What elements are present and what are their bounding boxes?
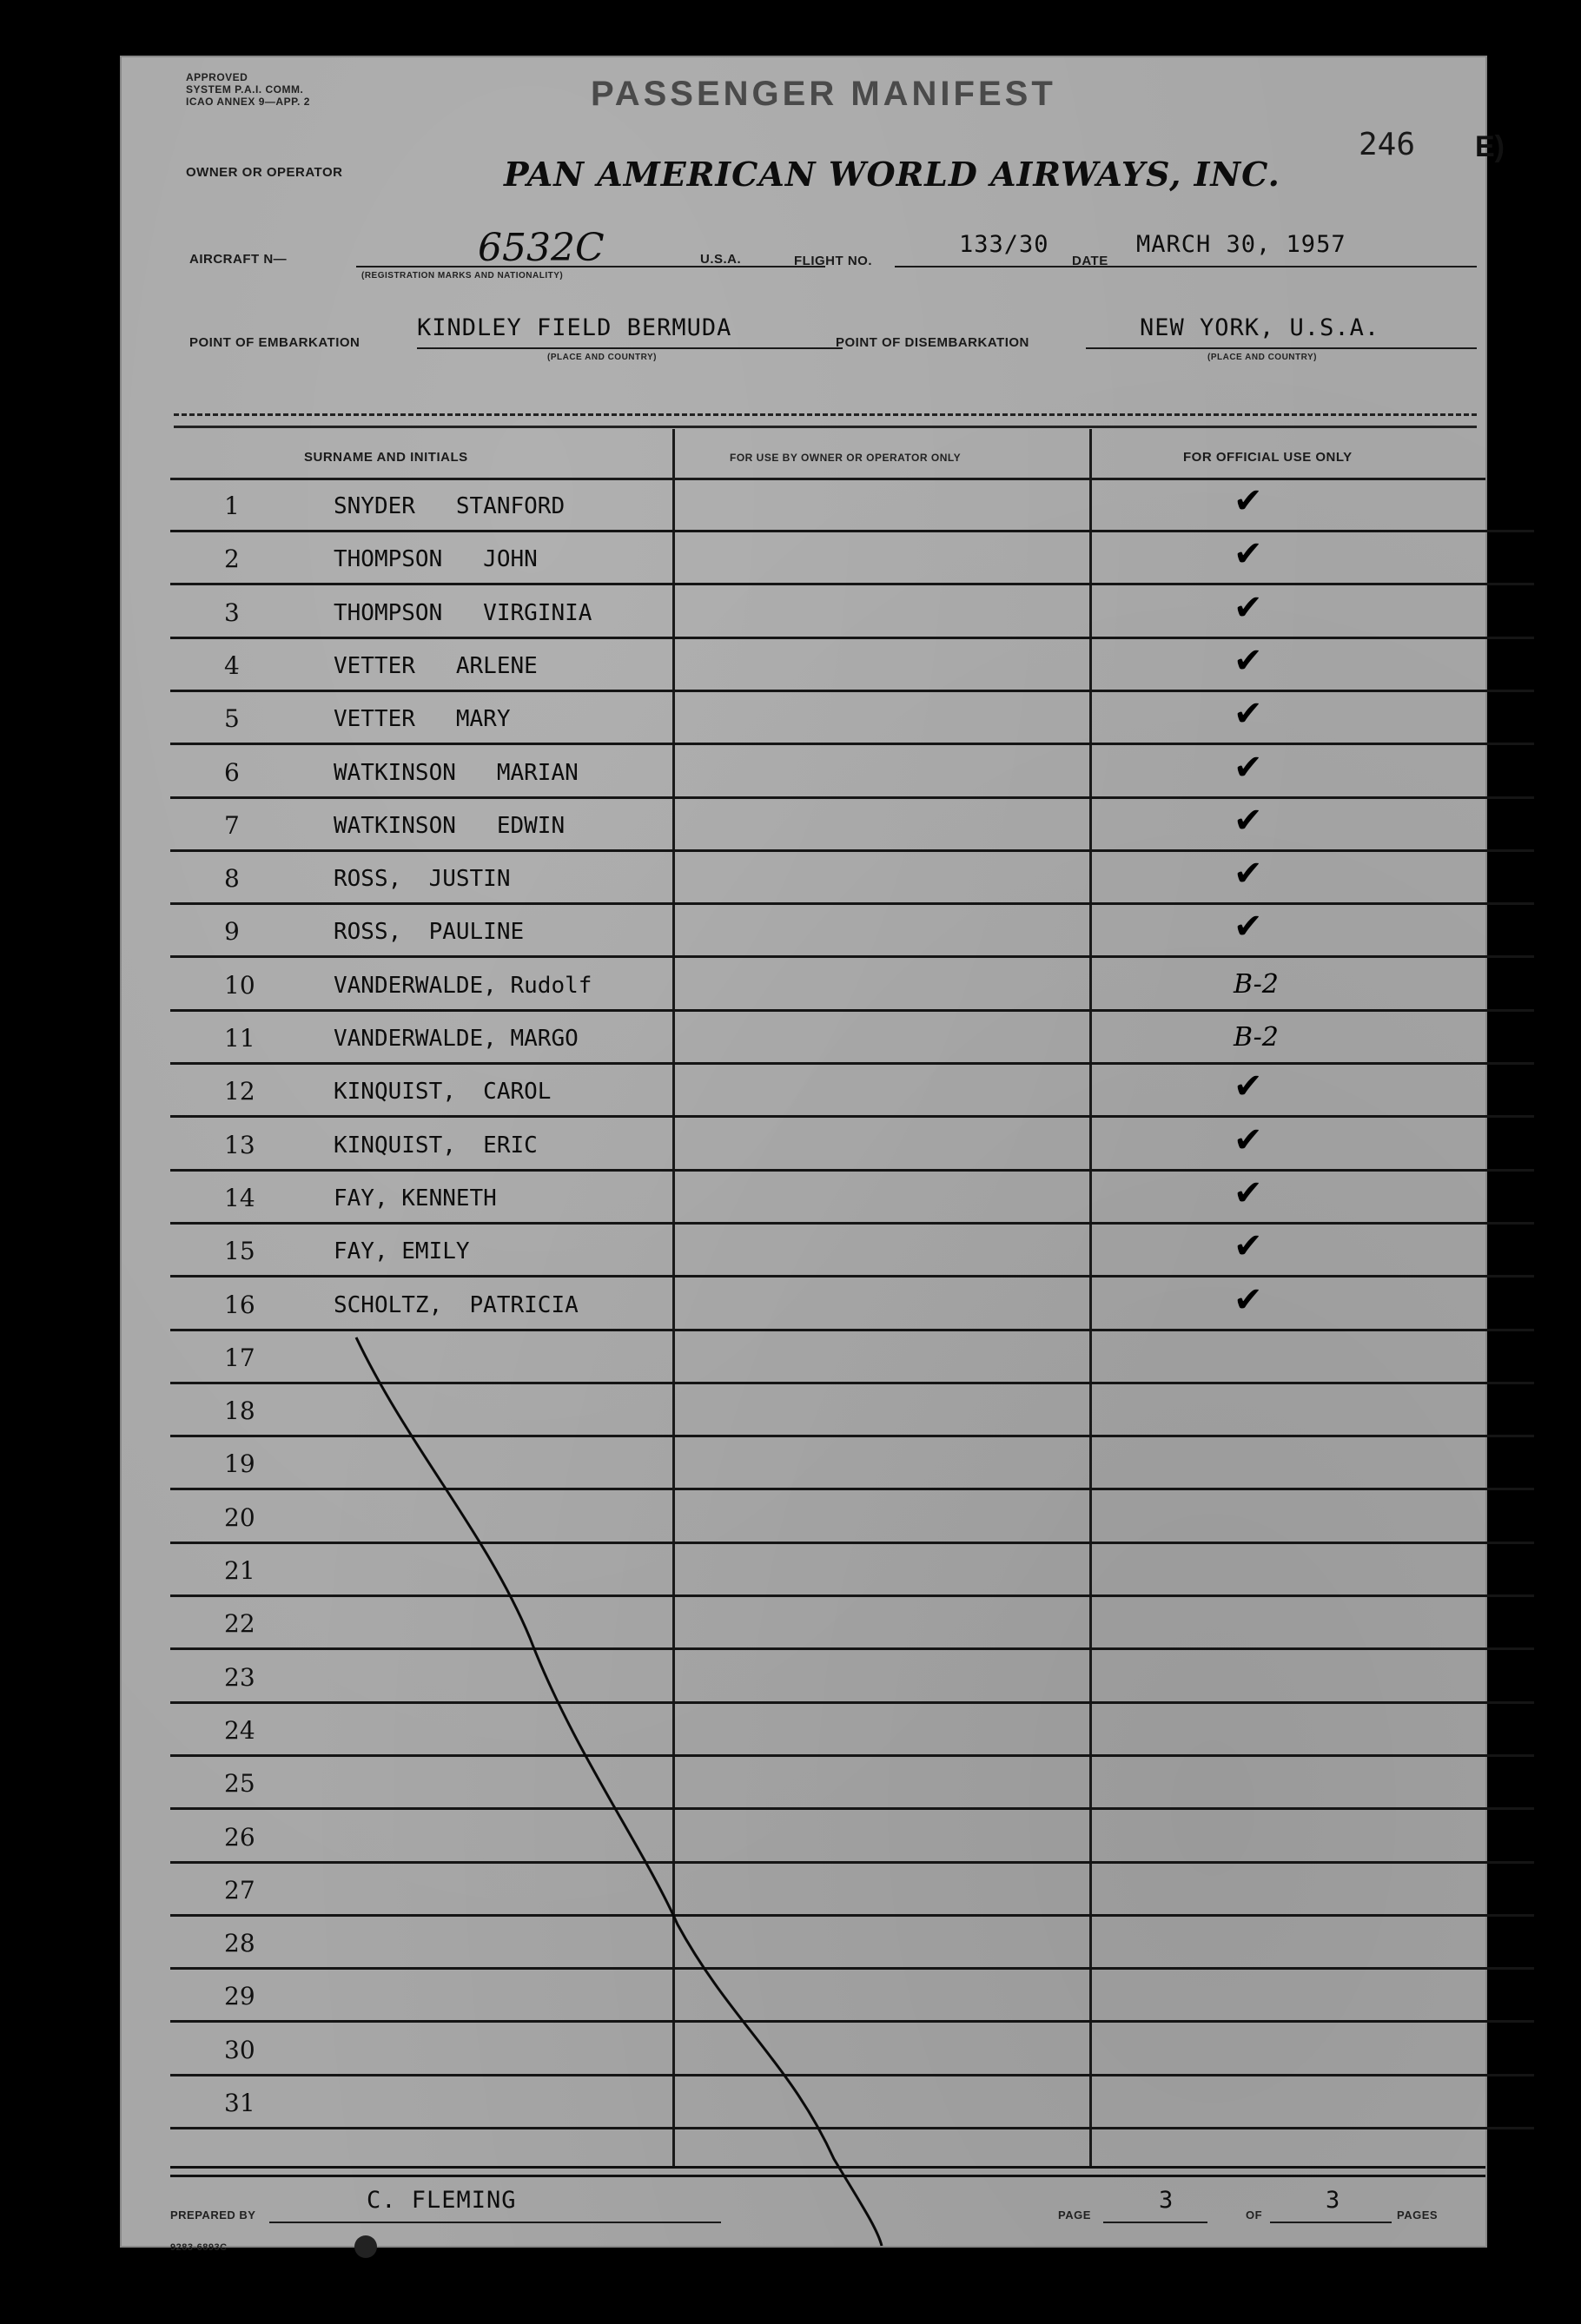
stamp-line-1: APPROVED	[186, 71, 248, 83]
row-number: 30	[224, 2035, 255, 2064]
row-number: 20	[224, 1502, 255, 1532]
header-official-use: FOR OFFICIAL USE ONLY	[1183, 450, 1353, 465]
row-number: 10	[224, 970, 255, 1000]
official-mark: B-2	[1234, 1022, 1279, 1053]
row-number: 13	[224, 1130, 255, 1159]
date-value: MARCH 30, 1957	[1136, 231, 1346, 258]
check-mark-icon: ✔	[1234, 1172, 1263, 1213]
prepared-label: PREPARED BY	[170, 2208, 256, 2222]
check-mark-icon: ✔	[1234, 907, 1263, 947]
page-value: 3	[1159, 2187, 1174, 2214]
row-number: 4	[224, 650, 240, 680]
row-number: 28	[224, 1929, 255, 1958]
passenger-name: SNYDER STANFORD	[334, 493, 566, 519]
check-mark-icon: ✔	[1234, 640, 1263, 681]
prepared-value: C. FLEMING	[367, 2187, 517, 2214]
aircraft-country: U.S.A.	[700, 252, 742, 267]
edge-mark: E)	[1475, 130, 1505, 163]
aircraft-sublabel: (REGISTRATION MARKS AND NATIONALITY)	[361, 271, 564, 281]
passenger-name: VANDERWALDE, MARGO	[334, 1026, 579, 1052]
prepared-underline	[269, 2222, 721, 2223]
row-number: 29	[224, 1982, 255, 2011]
check-mark-icon: ✔	[1234, 800, 1263, 841]
row-number: 14	[224, 1183, 255, 1212]
embarkation-label: POINT OF EMBARKATION	[189, 335, 361, 350]
row-number: 15	[224, 1237, 255, 1266]
row-number: 11	[224, 1024, 255, 1053]
check-mark-icon: ✔	[1234, 1066, 1263, 1107]
row-number: 8	[224, 864, 240, 894]
passenger-name: THOMPSON VIRGINIA	[334, 599, 592, 626]
page-label: PAGE	[1058, 2208, 1091, 2222]
row-number: 24	[224, 1715, 255, 1745]
row-number: 3	[224, 598, 240, 627]
passenger-name: VETTER ARLENE	[334, 652, 538, 679]
owner-value: PAN AMERICAN WORLD AIRWAYS, INC.	[504, 155, 1280, 194]
row-number: 21	[224, 1556, 255, 1585]
check-mark-icon: ✔	[1234, 747, 1263, 788]
strike-through-line	[122, 57, 1485, 2246]
stamp-line-2: SYSTEM P.A.I. COMM.	[186, 83, 304, 96]
row-number: 22	[224, 1609, 255, 1639]
of-value: 3	[1326, 2187, 1341, 2214]
row-number: 12	[224, 1077, 255, 1106]
check-mark-icon: ✔	[1234, 481, 1263, 521]
passenger-name: FAY, KENNETH	[334, 1185, 497, 1212]
passenger-name: VETTER MARY	[334, 706, 511, 733]
page-underline	[1103, 2222, 1207, 2223]
passenger-name: KINQUIST, ERIC	[334, 1132, 538, 1159]
check-mark-icon: ✔	[1234, 1279, 1263, 1320]
aircraft-value: 6532C	[478, 226, 605, 270]
row-number: 2	[224, 545, 240, 574]
check-mark-icon: ✔	[1234, 587, 1263, 628]
row-number: 1	[224, 492, 240, 520]
passenger-name: WATKINSON MARIAN	[334, 759, 579, 786]
check-mark-icon: ✔	[1234, 854, 1263, 895]
disembarkation-sublabel: (PLACE AND COUNTRY)	[1207, 353, 1317, 362]
page-stamp-number: 246	[1359, 127, 1416, 162]
flight-label: FLIGHT NO.	[794, 254, 872, 268]
passenger-name: SCHOLTZ, PATRICIA	[334, 1291, 579, 1318]
passenger-name: ROSS, JUSTIN	[334, 866, 511, 893]
passenger-name: WATKINSON EDWIN	[334, 812, 566, 839]
disembarkation-value: NEW YORK, U.S.A.	[1140, 314, 1380, 341]
passenger-name: FAY, EMILY	[334, 1238, 470, 1265]
passenger-name: ROSS, PAULINE	[334, 919, 525, 946]
row-number: 9	[224, 917, 240, 947]
flight-value: 133/30	[959, 231, 1049, 258]
of-label: OF	[1246, 2208, 1263, 2222]
row-number: 16	[224, 1290, 255, 1319]
passenger-name: KINQUIST, CAROL	[334, 1079, 552, 1106]
official-mark: B-2	[1234, 968, 1279, 1000]
pages-label: PAGES	[1397, 2208, 1439, 2222]
of-underline	[1270, 2222, 1392, 2223]
embarkation-value: KINDLEY FIELD BERMUDA	[417, 314, 732, 341]
row-number: 19	[224, 1449, 255, 1479]
union-bug-seal	[354, 2235, 377, 2258]
row-number: 27	[224, 1875, 255, 1905]
aircraft-label: AIRCRAFT N—	[189, 252, 288, 267]
manifest-sheet	[122, 57, 1505, 2253]
check-mark-icon: ✔	[1234, 1119, 1263, 1160]
check-mark-icon: ✔	[1234, 534, 1263, 575]
row-number: 6	[224, 757, 240, 787]
row-number: 31	[224, 2089, 255, 2117]
manifest-title: PASSENGER MANIFEST	[591, 75, 1056, 113]
form-code: 9283-6893C	[170, 2242, 228, 2253]
embarkation-sublabel: (PLACE AND COUNTRY)	[547, 353, 657, 362]
disembarkation-label: POINT OF DISEMBARKATION	[836, 335, 1029, 350]
passenger-name: THOMPSON JOHN	[334, 546, 538, 573]
owner-label: OWNER OR OPERATOR	[186, 165, 343, 180]
check-mark-icon: ✔	[1234, 694, 1263, 735]
stamp-line-3: ICAO ANNEX 9—APP. 2	[186, 96, 310, 108]
date-label: DATE	[1072, 254, 1108, 268]
row-number: 26	[224, 1822, 255, 1852]
check-mark-icon: ✔	[1234, 1226, 1263, 1267]
row-number: 18	[224, 1396, 255, 1426]
passenger-name: VANDERWALDE, Rudolf	[334, 972, 592, 999]
header-owner-use: FOR USE BY OWNER OR OPERATOR ONLY	[730, 452, 962, 464]
header-surname: SURNAME AND INITIALS	[304, 450, 468, 465]
row-number: 23	[224, 1662, 255, 1692]
row-number: 7	[224, 810, 240, 840]
row-number: 5	[224, 704, 240, 734]
row-number: 25	[224, 1769, 255, 1799]
row-number: 17	[224, 1343, 255, 1372]
